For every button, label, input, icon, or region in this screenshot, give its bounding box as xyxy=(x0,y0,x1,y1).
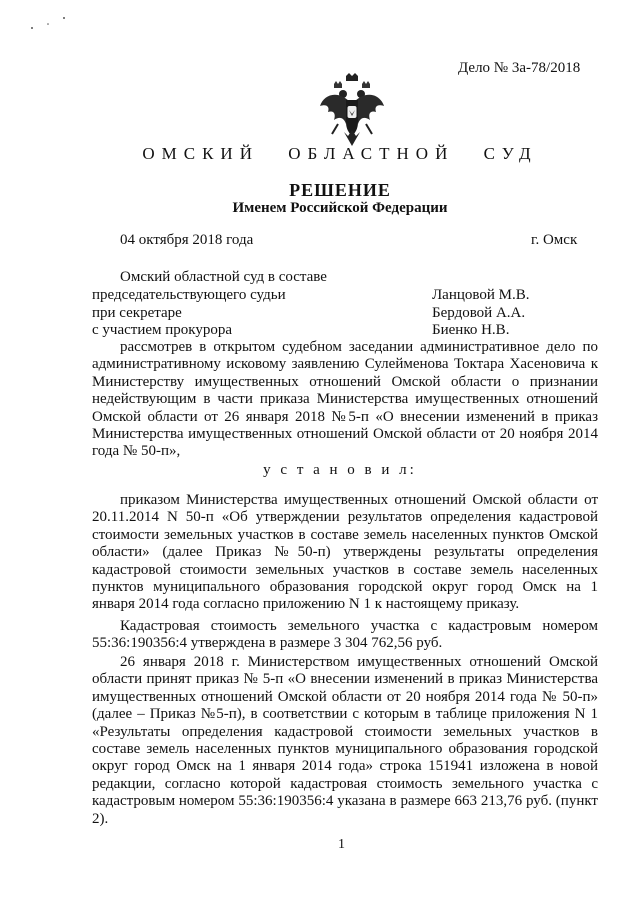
body-paragraph: Кадастровая стоимость земельного участка с кадастровым номером 55:36:190356:4 утверждена в размере 3 304 762,56 руб. xyxy=(92,618,598,652)
composition-name-secretary: Бердовой А.А. xyxy=(432,305,526,321)
body-paragraph: приказом Министерства имущественных отношений Омской области от 20.11.2014 N 50-п «Об утверждении результатов определения кадастровой стоимости земельных участков в составе земель населенных пунктов Омской области» (далее Приказ №50-п) утверждены результаты определения кадастровой стоимости земельных участков в составе земель населенных пунктов муниципального образования городской округ город Омск на 1 января 2014 года согласно приложению N 1 к настоящему приказу. xyxy=(92,492,598,613)
decision-city: г. Омск xyxy=(531,232,578,248)
composition-intro: Омский областной суд в составе xyxy=(120,269,327,285)
document-title: РЕШЕНИЕ xyxy=(289,180,391,200)
established-heading: у с т а н о в и л: xyxy=(263,462,417,478)
composition-role-prosecutor: с участием прокурора xyxy=(92,322,233,338)
document-subtitle: Именем Российской Федерации xyxy=(232,200,448,216)
scan-specks xyxy=(28,12,78,32)
composition-name-judge: Ланцовой М.В. xyxy=(432,287,530,303)
coat-of-arms-icon xyxy=(316,72,388,150)
composition-role-judge: председательствующего судьи xyxy=(92,287,286,303)
court-name: ОМСКИЙ ОБЛАСТНОЙ СУД xyxy=(142,144,538,163)
page-number: 1 xyxy=(338,837,345,852)
considered-paragraph: рассмотрев в открытом судебном заседании административное дело по административному исковому заявлению Сулейменова Токтара Хасеновича к Министерству имущественных отношений Омской области о признании недействующим в части приказа Министерства имущественных отношений Омской области от 26 января 2018 №5-п «О внесении изменений в приказ Министерства имущественных отношений Омской области от 20 ноября 2014 года № 50-п», xyxy=(92,339,598,460)
composition-role-secretary: при секретаре xyxy=(92,305,182,321)
body-paragraph: 26 января 2018 г. Министерством имущественных отношений Омской области принят приказ № 5-п «О внесении изменений в приказ Министерства имущественных отношений Омской области от 20 ноября 2014 года № 50-п» (далее – Приказ №5-п), в соответствии с которым в таблице приложения N 1 «Результаты определения кадастровой стоимости земельных участков в составе земель населенных пунктов муниципального образования городской округ город Омск на 1 января 2014 года» строка 151941 изложена в новой редакции, согласно которой кадастровая стоимость земельного участка с кадастровым номером 55:36:190356:4 указана в размере 663 213,76 руб. (пункт 2). xyxy=(92,654,598,827)
composition-name-prosecutor: Биенко Н.В. xyxy=(432,322,510,338)
decision-date: 04 октября 2018 года xyxy=(120,232,254,248)
case-number: Дело № 3а-78/2018 xyxy=(458,60,581,76)
